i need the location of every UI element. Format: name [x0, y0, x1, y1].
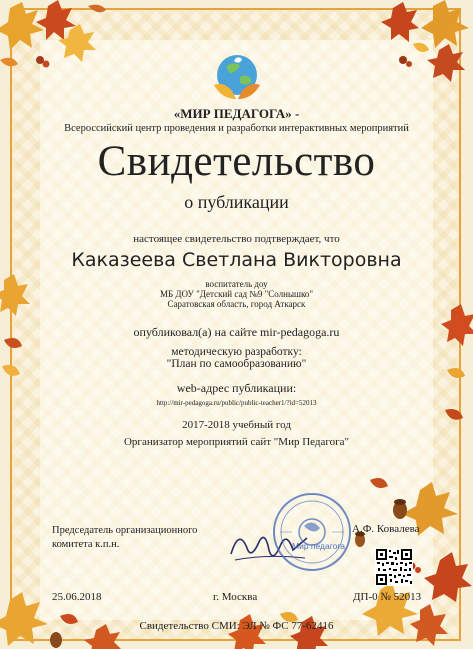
published-text: опубликовал(а) на сайте mir-pedagoga.ru: [133, 325, 340, 339]
chair-line-1: Председатель организационного: [52, 525, 198, 536]
recipient-organization: МБ ДОУ "Детский сад №9 "Солнышко": [159, 289, 314, 299]
logo-globe-hands-icon: [212, 51, 262, 103]
stamp-text: Мир педагога: [292, 541, 346, 551]
work-type: методическую разработку:: [171, 346, 302, 358]
document-number: ДП-0 № 52013: [353, 591, 422, 603]
signer-name: А.Ф. Ковалева: [352, 523, 420, 535]
confirm-text: настоящее свидетельство подтверждает, что: [133, 233, 340, 245]
org-description: Всероссийский центр проведения и разработки интерактивных мероприятий: [64, 123, 409, 134]
recipient-position: воспитатель доу: [205, 279, 268, 289]
issue-date: 25.06.2018: [52, 591, 102, 603]
org-name: «МИР ПЕДАГОГА» -: [173, 106, 300, 121]
organizer-text: Организатор мероприятий сайт "Мир Педагога": [123, 436, 349, 448]
publication-url[interactable]: http://mir-pedagoga.ru/public/public-teacher1/?id=52013: [156, 399, 317, 407]
issue-city: г. Москва: [213, 591, 258, 603]
recipient-name: Каказеева Светлана Викторовна: [71, 249, 402, 271]
recipient-region: Саратовская область, город Аткарск: [167, 299, 306, 309]
web-address-label: web-адрес публикации:: [176, 381, 297, 395]
chair-line-2: комитета к.п.н.: [52, 538, 120, 550]
chair-title: [52, 524, 197, 551]
stamp-icon: [270, 490, 354, 574]
media-registration: Свидетельство СМИ: ЭЛ № ФС 77-62416: [139, 620, 334, 632]
qr-code-icon: [375, 548, 413, 586]
work-title: "План по самообразованию": [166, 358, 307, 370]
certificate-title: Свидетельство: [97, 138, 376, 185]
certificate-subtitle: о публикации: [184, 192, 289, 212]
school-year: 2017-2018 учебный год: [182, 419, 291, 431]
